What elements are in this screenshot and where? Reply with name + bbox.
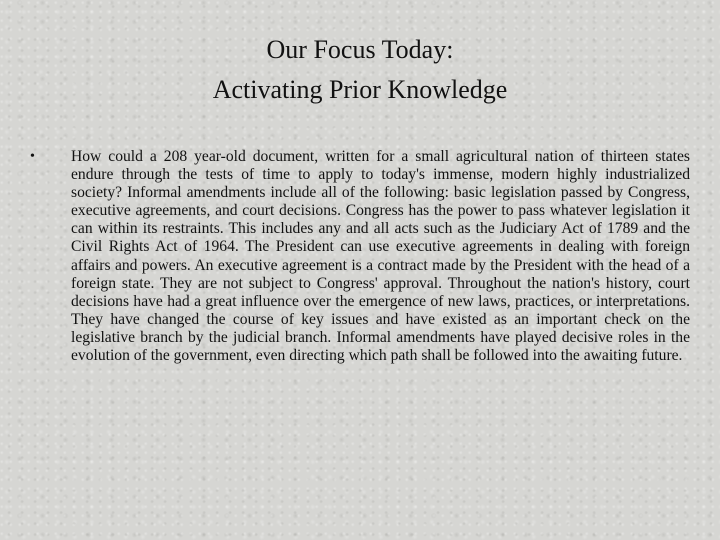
bullet-text: How could a 208 year-old document, written for a small agricultural nation of thirteen states endure through the tests of time to apply to today's immense, modern highly industrialized society? Informal amendments include all of the following: basic legislation passed by Congress, executive agreements, and court decisions. Congress has the power to pass whatever legislation it can within its restraints. This includes any and all acts such as the Judiciary Act of 1789 and the Civil Rights Act of 1964. The President can use executive agreements in dealing with foreign affairs and powers. An executive agreement is a contract made by the President with the head of a foreign state. They are not subject to Congress' approval. Throughout the nation's history, court decisions have had a great influence over the emergence of new laws, practices, or interpretations. They have changed the course of key issues and have existed as an important check on the legislative branch by the judicial branch. Informal amendments have played decisive roles in the evolution of the government, even directing which path shall be followed into the awaiting future. [71,148,690,365]
slide-title [0,30,720,110]
bullet-marker: • [30,149,35,164]
bullet-item [30,148,690,365]
slide-content [30,148,690,365]
title-line-1: Our Focus Today: [266,35,454,64]
title-line-2: Activating Prior Knowledge [212,75,508,104]
